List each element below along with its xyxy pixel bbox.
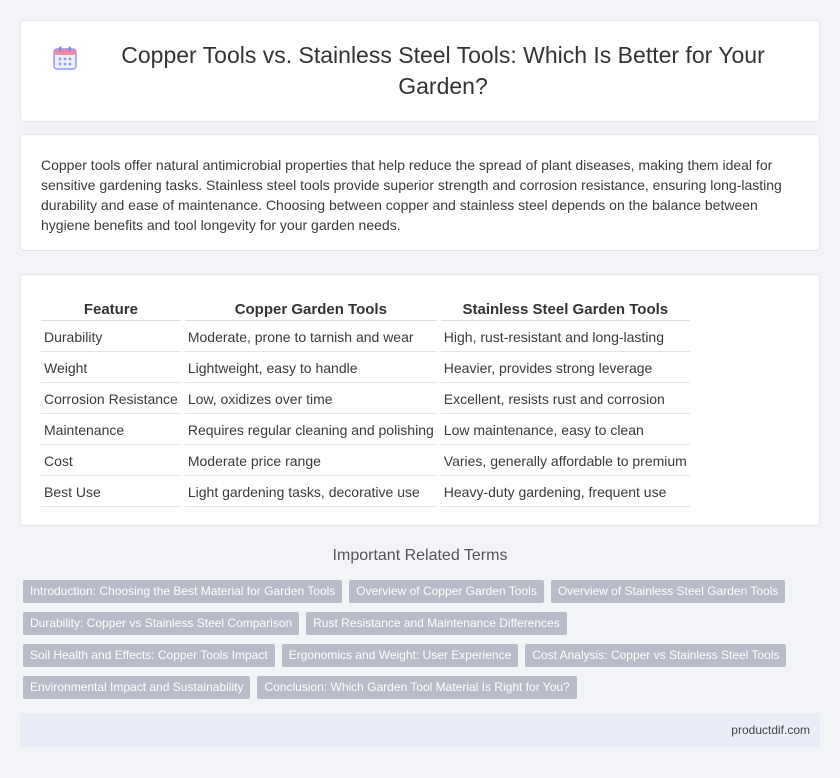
table-cell: Low, oxidizes over time xyxy=(185,385,437,414)
related-term-link[interactable]: Ergonomics and Weight: User Experience xyxy=(282,644,519,667)
header-card xyxy=(20,20,820,122)
table-cell: High, rust-resistant and long-lasting xyxy=(441,323,690,352)
related-term-link[interactable]: Cost Analysis: Copper vs Stainless Steel Tools xyxy=(525,644,786,667)
related-term-link[interactable]: Rust Resistance and Maintenance Differences xyxy=(306,612,567,635)
table-cell: Durability xyxy=(41,323,181,352)
table-row xyxy=(41,323,690,352)
table-cell: Excellent, resists rust and corrosion xyxy=(441,385,690,414)
intro-card xyxy=(20,134,820,251)
table-cell: Corrosion Resistance xyxy=(41,385,181,414)
table-cell: Heavier, provides strong leverage xyxy=(441,354,690,383)
footer-site-link[interactable]: productdif.com xyxy=(731,723,810,737)
table-cell: Varies, generally affordable to premium xyxy=(441,447,690,476)
page-title: Copper Tools vs. Stainless Steel Tools: Which Is Better for Your Garden? xyxy=(121,42,765,99)
table-cell: Lightweight, easy to handle xyxy=(185,354,437,383)
table-cell: Low maintenance, easy to clean xyxy=(441,416,690,445)
table-cell: Heavy-duty gardening, frequent use xyxy=(441,478,690,507)
calendar-icon xyxy=(52,45,78,71)
footer xyxy=(20,713,820,747)
column-header: Feature xyxy=(41,299,181,321)
table-row xyxy=(41,416,690,445)
table-cell: Best Use xyxy=(41,478,181,507)
table-cell: Moderate, prone to tarnish and wear xyxy=(185,323,437,352)
table-cell: Cost xyxy=(41,447,181,476)
related-term-link[interactable]: Environmental Impact and Sustainability xyxy=(23,676,250,699)
table-cell: Requires regular cleaning and polishing xyxy=(185,416,437,445)
table-row xyxy=(41,385,690,414)
comparison-table xyxy=(37,297,694,509)
table-row xyxy=(41,447,690,476)
column-header: Copper Garden Tools xyxy=(185,299,437,321)
related-term-link[interactable]: Soil Health and Effects: Copper Tools Impact xyxy=(23,644,275,667)
related-term-link[interactable]: Conclusion: Which Garden Tool Material Is Right for You? xyxy=(257,676,576,699)
table-cell: Light gardening tasks, decorative use xyxy=(185,478,437,507)
related-term-link[interactable]: Durability: Copper vs Stainless Steel Comparison xyxy=(23,612,299,635)
related-terms-heading: Important Related Terms xyxy=(332,547,508,564)
column-header: Stainless Steel Garden Tools xyxy=(441,299,690,321)
related-terms-list xyxy=(23,580,823,699)
related-term-link[interactable]: Introduction: Choosing the Best Material for Garden Tools xyxy=(23,580,342,603)
table-row xyxy=(41,478,690,507)
table-cell: Maintenance xyxy=(41,416,181,445)
related-term-link[interactable]: Overview of Stainless Steel Garden Tools xyxy=(551,580,786,603)
intro-text: Copper tools offer natural antimicrobial properties that help reduce the spread of plant diseases, making them ideal for sensitive gardening tasks. Stainless steel tools provide superior strength and corrosion resistance, ensuring long-lasting durability and ease of maintenance. Choosing between copper and stainless steel depends on the balance between hygiene benefits and tool longevity for your garden needs. xyxy=(41,157,782,233)
table-cell: Moderate price range xyxy=(185,447,437,476)
table-header-row xyxy=(41,299,690,321)
related-term-link[interactable]: Overview of Copper Garden Tools xyxy=(349,580,544,603)
comparison-table-card xyxy=(20,274,820,526)
table-cell: Weight xyxy=(41,354,181,383)
table-row xyxy=(41,354,690,383)
